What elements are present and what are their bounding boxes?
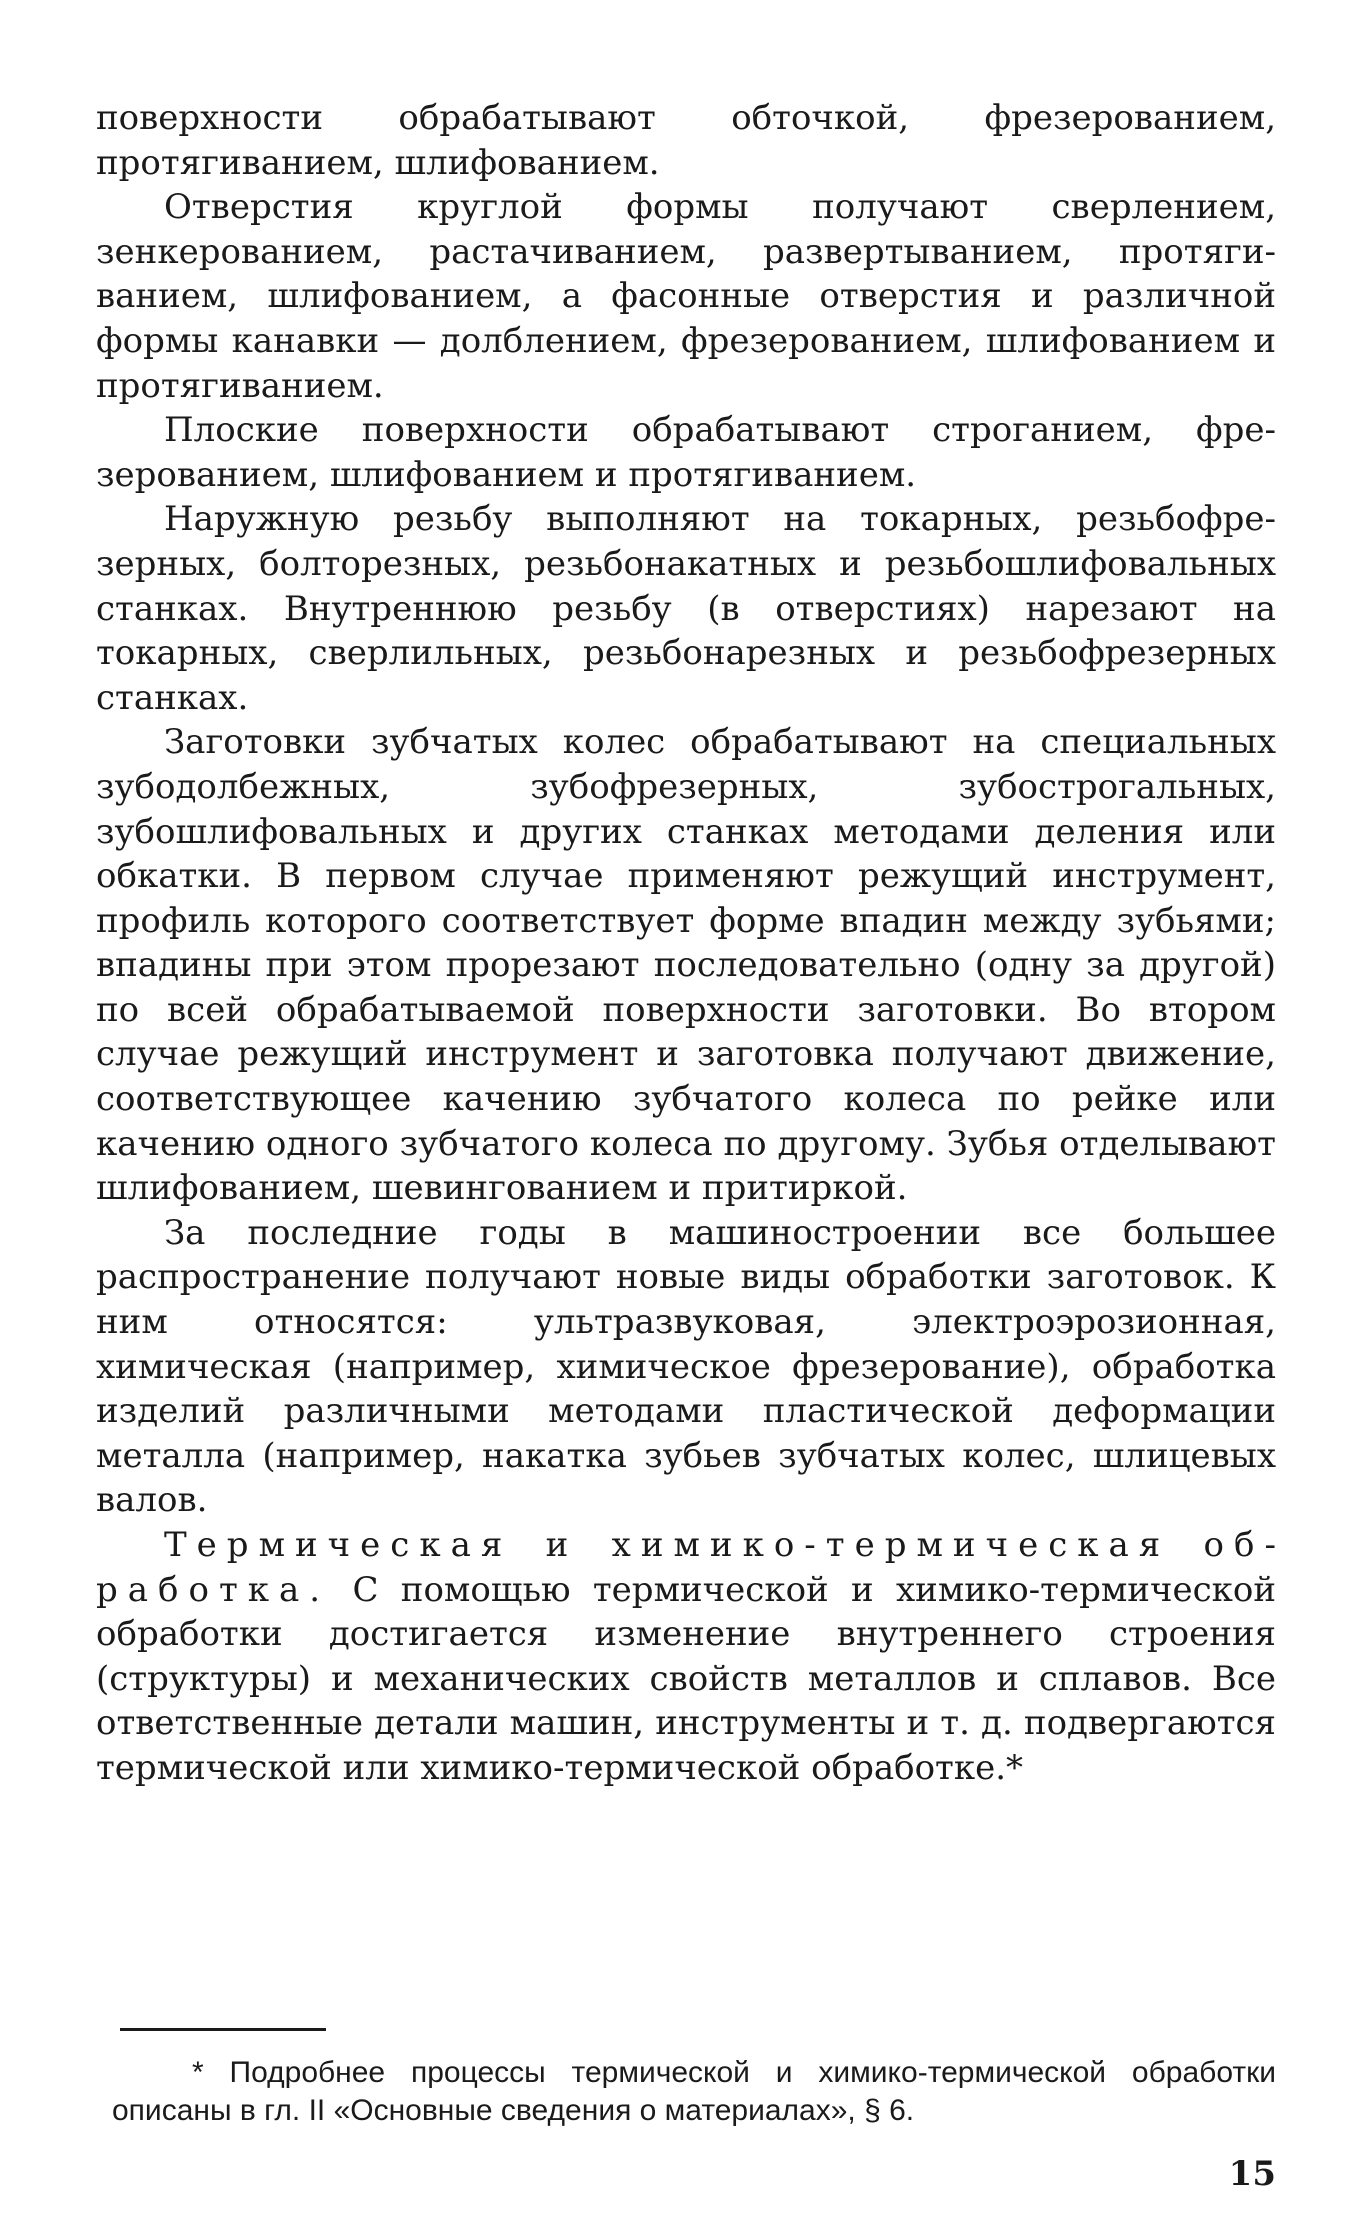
paragraph-heat-treatment [96, 1523, 1276, 1791]
main-text [96, 96, 1276, 1791]
footnote-text: * Подробнее процессы термической и химико-термической обработки описаны в гл. II «Основные сведения о материалах», § 6. [112, 2056, 1276, 2127]
paragraph-threads: Наружную резьбу выполняют на токарных, резьбофрезерных, болторезных, резьбонакатных и резьбошлифовальных станках. Внутреннюю резьбу (в отверстиях) нарезают на токарных, сверлильных, резьбонарезных и резьбофрезерных станках. [96, 499, 1276, 718]
page-number: 15 [1228, 2154, 1276, 2194]
section-heading-heat-treatment: Термическая и химико-термическая обработка. [96, 1525, 1276, 1610]
paragraph-new-methods: За последние годы в машиностроении все большее распространение получают новые виды обработки заготовок. К ним относятся: ультразвуковая, электроэрозионная, химическая (например, химическое фрезерование), обработка изделий различными методами пластической деформации металла (например, накатка зубьев зубчатых колес, шлицевых валов. [96, 1212, 1276, 1521]
footnote [112, 2054, 1276, 2130]
paragraph-heat-treatment-body: С помощью термической и химико-термической обработки достигается изменение внутреннего строения (структуры) и механических свойств металлов и сплавов. Все ответственные детали машин, инструменты и т. д. подвергаются термической или химико-термической обработке.* [96, 1569, 1276, 1788]
paragraph-surfaces: поверхности обрабатывают обточкой, фрезерованием, протягиванием, шлифованием. [96, 98, 1276, 183]
paragraph-flat-surfaces: Плоские поверхности обрабатывают строганием, фрезерованием, шлифованием и протягиванием. [96, 410, 1276, 495]
paragraph-gears: Заготовки зубчатых колес обрабатывают на специальных зубодолбежных, зубофрезерных, зубострогальных, зубошлифовальных и других станках методами деления или обкатки. В первом случае применяют режущий инструмент, профиль которого соответствует форме впадин между зубьями; впадины при этом прорезают последовательно (одну за другой) по всей обрабатываемой поверхности заготовки. Во втором случае режущий инструмент и заготовка получают движение, соответствующее качению зубчатого колеса по рейке или качению одного зубчатого колеса по другому. Зубья отделывают шлифованием, шевингованием и притиркой. [96, 722, 1276, 1209]
footnote-divider [120, 2028, 326, 2031]
paragraph-holes: Отверстия круглой формы получают сверлением, зенкерованием, растачиванием, развертыванием, протягиванием, шлифованием, а фасонные отверстия и различной формы канавки — долблением, фрезерованием, шлифованием и протягиванием. [96, 187, 1276, 406]
